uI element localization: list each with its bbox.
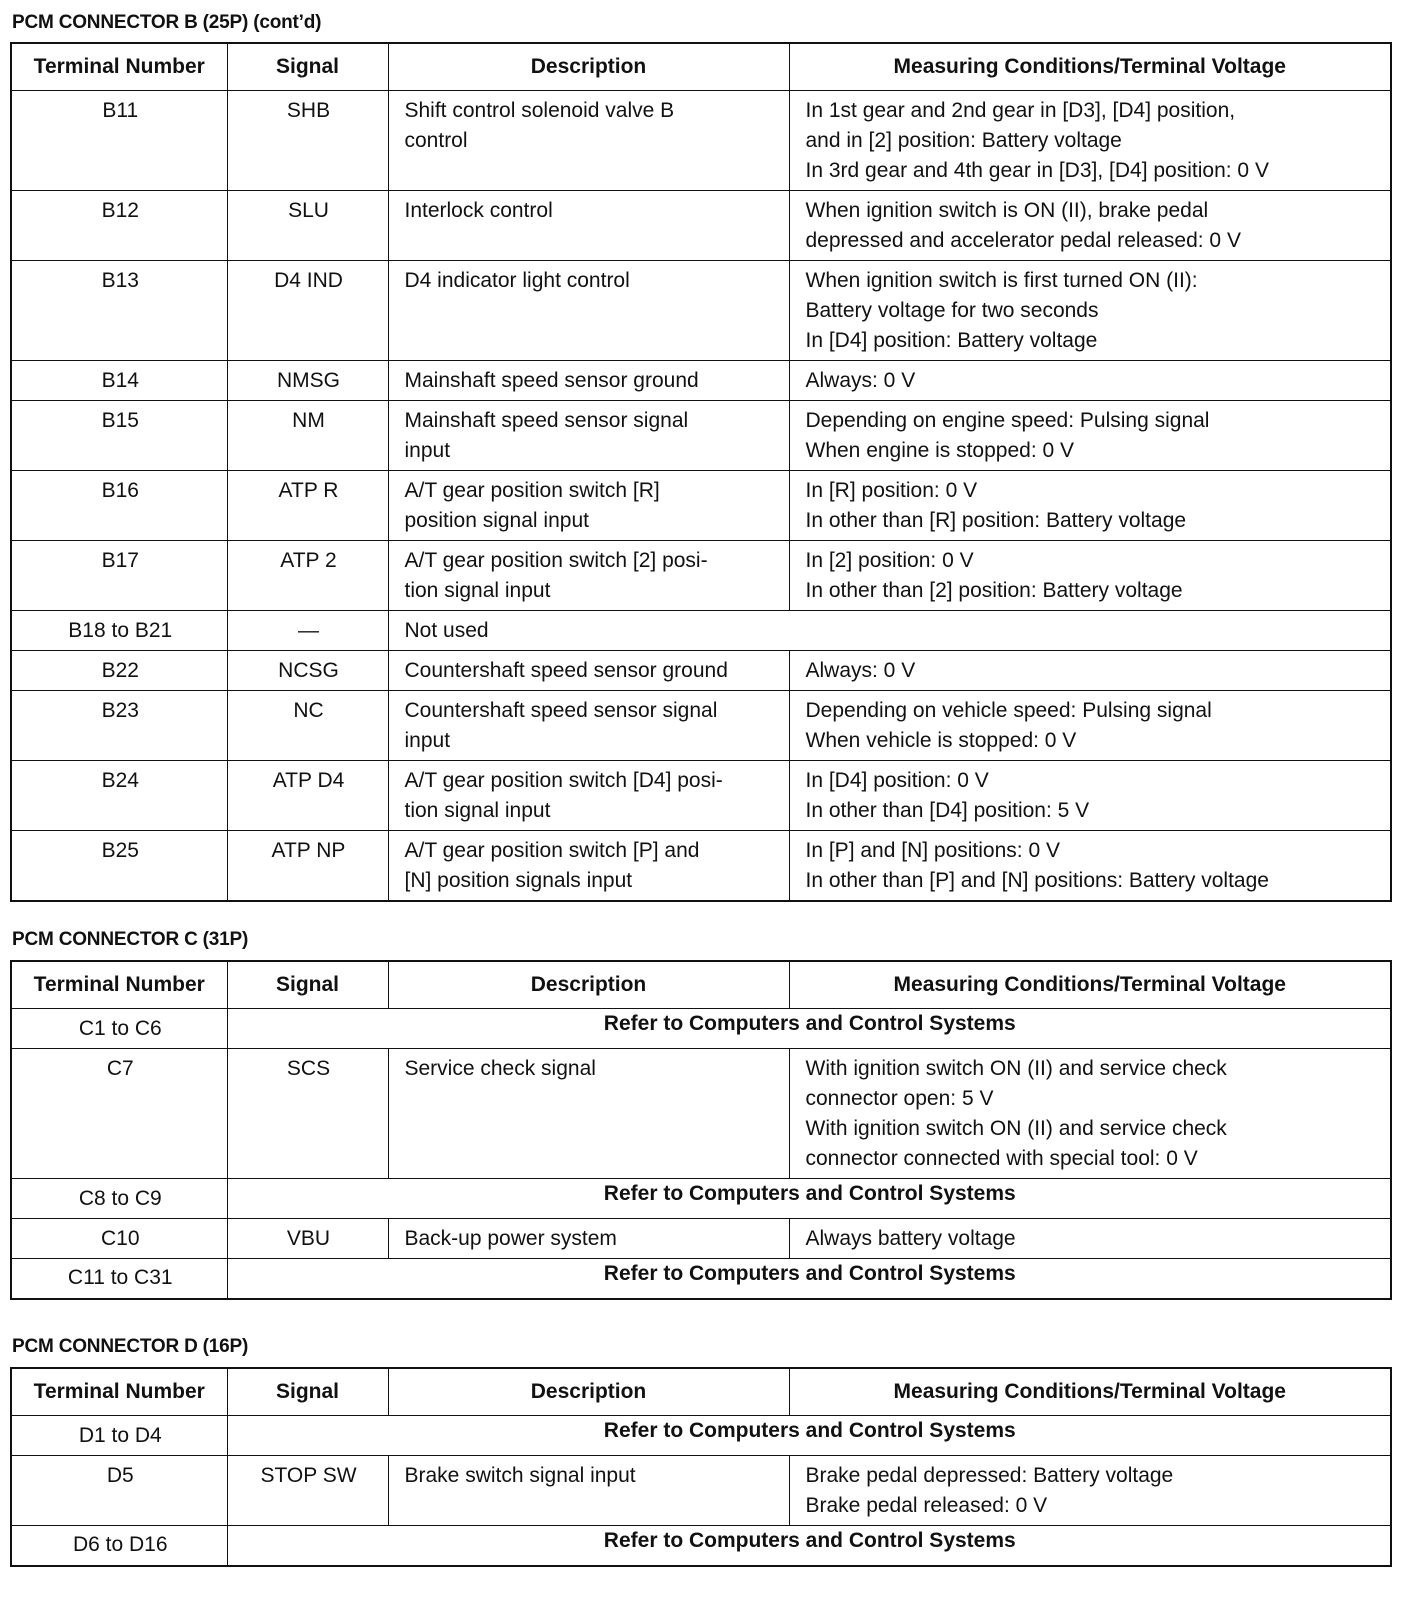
table-row [11,471,1391,541]
connector-d-table [10,1367,1392,1567]
conditions-line: When ignition switch is ON (II), brake pedal [805,199,1209,222]
table-row [11,401,1391,471]
table-row [11,191,1391,261]
terminal-number-cell: B22 [11,651,227,691]
refer-to-span-cell: Refer to Computers and Control Systems [227,1009,1391,1049]
signal-cell: ATP R [227,471,388,541]
terminal-number-cell: B17 [11,541,227,611]
description-line: Countershaft speed sensor ground [404,659,728,682]
table-row [11,1219,1391,1259]
conditions-line: In [D4] position: 0 V [805,769,989,792]
conditions-line: Depending on engine speed: Pulsing signal [805,409,1210,432]
conditions-line: In other than [P] and [N] positions: Battery voltage [805,869,1269,892]
conditions-line: Battery voltage for two seconds [805,299,1099,322]
terminal-number-cell: B14 [11,361,227,401]
table-body [11,91,1391,902]
description-line: [N] position signals input [404,869,633,892]
table-row [11,361,1391,401]
description-line: Shift control solenoid valve B [404,99,675,122]
section-title-connector-d: PCM CONNECTOR D (16P) [12,1336,249,1357]
conditions-cell [789,1049,1391,1179]
description-line: A/T gear position switch [P] and [404,839,700,862]
description-cell [388,691,789,761]
table-row [11,761,1391,831]
conditions-line: Brake pedal released: 0 V [805,1494,1048,1517]
terminal-number-cell: B23 [11,691,227,761]
conditions-line: When vehicle is stopped: 0 V [805,729,1077,752]
description-header: Description [388,961,789,1009]
conditions-cell [789,1456,1391,1526]
conditions-line: In [D4] position: Battery voltage [805,329,1098,352]
connector-c-table [10,960,1392,1300]
terminal-number-header: Terminal Number [11,961,227,1009]
table-header-row [11,1368,1391,1416]
conditions-cell [789,831,1391,902]
description-cell [388,1219,789,1259]
terminal-number-cell: B13 [11,261,227,361]
terminal-number-cell: B25 [11,831,227,902]
table-row [11,1049,1391,1179]
conditions-line: connector connected with special tool: 0 V [805,1147,1198,1170]
terminal-number-cell: C7 [11,1049,227,1179]
conditions-line: Brake pedal depressed: Battery voltage [805,1464,1174,1487]
conditions-line: When engine is stopped: 0 V [805,439,1075,462]
table-row [11,651,1391,691]
conditions-cell [789,91,1391,191]
table-header-row [11,43,1391,91]
conditions-line: In [2] position: 0 V [805,549,974,572]
description-line: input [404,439,451,462]
description-line: tion signal input [404,579,551,602]
terminal-number-header: Terminal Number [11,43,227,91]
conditions-line: In [P] and [N] positions: 0 V [805,839,1060,862]
signal-cell: ATP NP [227,831,388,902]
conditions-cell [789,361,1391,401]
conditions-line: Always: 0 V [805,659,916,682]
conditions-line: When ignition switch is first turned ON (II): [805,269,1198,292]
conditions-line: In other than [D4] position: 5 V [805,799,1090,822]
terminal-number-header: Terminal Number [11,1368,227,1416]
description-cell [388,651,789,691]
terminal-number-cell: C11 to C31 [11,1259,227,1299]
signal-cell: — [227,611,388,651]
terminal-number-cell: D1 to D4 [11,1416,227,1456]
description-header: Description [388,1368,789,1416]
table-body [11,1009,1391,1299]
table-row [11,1416,1391,1456]
description-cell [388,191,789,261]
conditions-cell [789,691,1391,761]
conditions-header: Measuring Conditions/Terminal Voltage [789,961,1391,1009]
signal-cell: NM [227,401,388,471]
conditions-cell [789,471,1391,541]
conditions-line: In other than [2] position: Battery voltage [805,579,1183,602]
table-row [11,831,1391,902]
description-line: A/T gear position switch [D4] posi- [404,769,723,792]
conditions-cell [789,761,1391,831]
description-cell [388,261,789,361]
signal-cell: ATP D4 [227,761,388,831]
conditions-cell [789,651,1391,691]
terminal-number-cell: C8 to C9 [11,1179,227,1219]
terminal-number-cell: D6 to D16 [11,1526,227,1566]
description-cell [388,831,789,902]
conditions-line: and in [2] position: Battery voltage [805,129,1122,152]
table-row [11,1526,1391,1566]
conditions-line: Always battery voltage [805,1227,1016,1250]
terminal-number-cell: B24 [11,761,227,831]
terminal-number-cell: B15 [11,401,227,471]
conditions-cell [789,261,1391,361]
description-line: Countershaft speed sensor signal [404,699,718,722]
not-used-cell: Not used [388,611,1391,651]
signal-cell: NC [227,691,388,761]
refer-to-span-cell: Refer to Computers and Control Systems [227,1526,1391,1566]
terminal-number-cell: B18 to B21 [11,611,227,651]
conditions-line: With ignition switch ON (II) and service check [805,1117,1227,1140]
description-line: position signal input [404,509,589,532]
description-cell [388,401,789,471]
table-row [11,1009,1391,1049]
conditions-cell [789,401,1391,471]
conditions-header: Measuring Conditions/Terminal Voltage [789,43,1391,91]
signal-cell: ATP 2 [227,541,388,611]
terminal-number-cell: C1 to C6 [11,1009,227,1049]
description-line: control [404,129,468,152]
table-row [11,611,1391,651]
table-body [11,1416,1391,1566]
section-title-connector-c: PCM CONNECTOR C (31P) [12,929,249,950]
table-row [11,541,1391,611]
conditions-line: connector open: 5 V [805,1087,994,1110]
conditions-line: In [R] position: 0 V [805,479,978,502]
description-cell [388,541,789,611]
signal-header: Signal [227,1368,388,1416]
table-row [11,1179,1391,1219]
conditions-cell [789,541,1391,611]
table-row [11,1259,1391,1299]
description-line: Service check signal [404,1057,596,1080]
description-header: Description [388,43,789,91]
conditions-line: Always: 0 V [805,369,916,392]
conditions-line: Depending on vehicle speed: Pulsing signal [805,699,1212,722]
terminal-number-cell: C10 [11,1219,227,1259]
refer-to-span-cell: Refer to Computers and Control Systems [227,1259,1391,1299]
conditions-header: Measuring Conditions/Terminal Voltage [789,1368,1391,1416]
description-line: Mainshaft speed sensor ground [404,369,699,392]
conditions-cell [789,191,1391,261]
table-row [11,261,1391,361]
table-row [11,91,1391,191]
description-line: input [404,729,451,752]
conditions-line: In other than [R] position: Battery voltage [805,509,1187,532]
description-line: Mainshaft speed sensor signal [404,409,689,432]
description-cell [388,1049,789,1179]
section-title-connector-b: PCM CONNECTOR B (25P) (cont’d) [12,12,322,33]
signal-cell: SLU [227,191,388,261]
terminal-number-cell: B11 [11,91,227,191]
conditions-line: With ignition switch ON (II) and service check [805,1057,1227,1080]
conditions-line: depressed and accelerator pedal released: 0 V [805,229,1241,252]
refer-to-span-cell: Refer to Computers and Control Systems [227,1416,1391,1456]
signal-cell: NCSG [227,651,388,691]
description-line: Brake switch signal input [404,1464,636,1487]
description-line: Back-up power system [404,1227,617,1250]
description-line: Interlock control [404,199,553,222]
description-cell [388,91,789,191]
signal-cell: VBU [227,1219,388,1259]
signal-cell: SHB [227,91,388,191]
signal-cell: NMSG [227,361,388,401]
terminal-number-cell: B12 [11,191,227,261]
description-cell [388,1456,789,1526]
description-line: tion signal input [404,799,551,822]
refer-to-span-cell: Refer to Computers and Control Systems [227,1179,1391,1219]
signal-cell: STOP SW [227,1456,388,1526]
signal-cell: D4 IND [227,261,388,361]
conditions-cell [789,1219,1391,1259]
terminal-number-cell: B16 [11,471,227,541]
terminal-number-cell: D5 [11,1456,227,1526]
description-line: D4 indicator light control [404,269,630,292]
description-line: A/T gear position switch [R] [404,479,660,502]
table-row [11,691,1391,761]
description-line: A/T gear position switch [2] posi- [404,549,708,572]
description-cell [388,361,789,401]
conditions-line: In 1st gear and 2nd gear in [D3], [D4] position, [805,99,1236,122]
signal-header: Signal [227,961,388,1009]
table-header-row [11,961,1391,1009]
conditions-line: In 3rd gear and 4th gear in [D3], [D4] position: 0 V [805,159,1269,182]
table-row [11,1456,1391,1526]
signal-cell: SCS [227,1049,388,1179]
connector-b-table [10,42,1392,902]
signal-header: Signal [227,43,388,91]
description-cell [388,471,789,541]
description-cell [388,761,789,831]
